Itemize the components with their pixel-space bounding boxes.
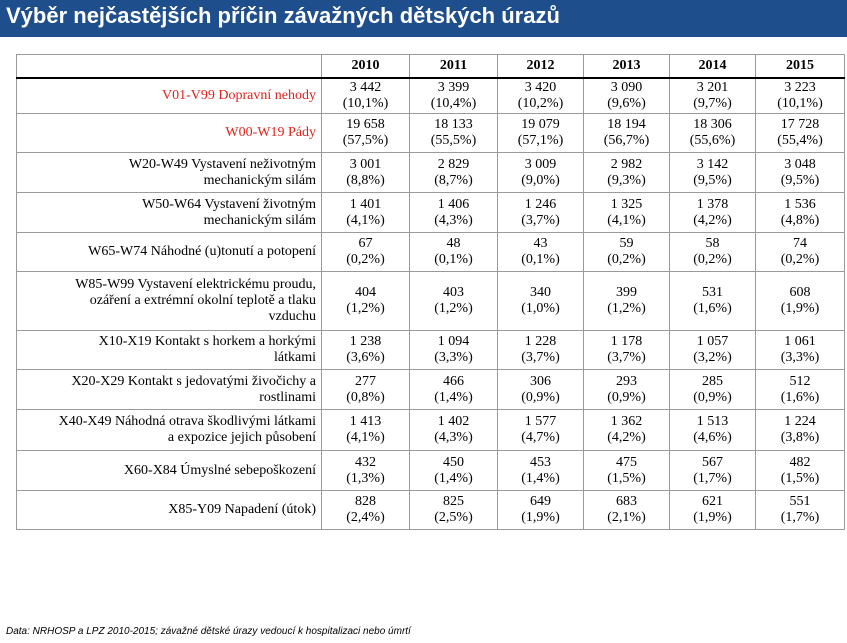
row-label (17, 114, 322, 153)
percent-value: (8,7%) (434, 172, 473, 188)
percent-value: (3,6%) (346, 350, 385, 365)
value-cell (322, 233, 410, 272)
count-value: 3 009 (524, 156, 557, 172)
value-cell (670, 233, 756, 272)
count-value: 17 728 (780, 117, 820, 132)
count-value: 48 (446, 236, 461, 251)
count-value: 58 (705, 236, 720, 251)
table-row (17, 370, 845, 410)
count-value: 432 (355, 454, 376, 470)
value-cell (584, 451, 670, 491)
count-value: 74 (793, 236, 807, 251)
percent-value: (3,3%) (780, 350, 820, 365)
injury-causes-table (16, 54, 845, 530)
percent-value: (55,6%) (689, 133, 736, 148)
table-row (17, 272, 845, 331)
count-value: 3 048 (784, 156, 816, 172)
value-cell (756, 193, 845, 233)
row-label (17, 451, 322, 491)
row-label (17, 233, 322, 272)
value-cell (410, 233, 498, 272)
value-cell (498, 114, 584, 153)
count-value: 1 536 (784, 196, 816, 212)
value-cell (756, 370, 845, 410)
percent-value: (9,3%) (607, 172, 646, 188)
percent-value: (9,5%) (780, 172, 820, 188)
count-value: 403 (443, 285, 464, 300)
value-cell (322, 272, 410, 331)
count-value: 567 (702, 454, 723, 470)
count-value: 1 238 (349, 334, 382, 349)
percent-value: (55,5%) (430, 133, 477, 148)
count-value: 3 442 (349, 80, 382, 95)
value-cell (410, 410, 498, 451)
table-row (17, 410, 845, 451)
row-label (17, 331, 322, 370)
value-cell (322, 491, 410, 530)
percent-value: (2,5%) (434, 510, 473, 525)
count-value: 18 306 (693, 117, 732, 132)
value-cell (670, 153, 756, 193)
value-cell (498, 370, 584, 410)
percent-value: (10,4%) (430, 96, 477, 111)
percent-value: (1,9%) (521, 510, 560, 525)
row-label-text: X60-X84 Úmyslné sebepoškození (123, 462, 316, 478)
count-value: 1 061 (784, 334, 816, 349)
percent-value: (1,4%) (434, 470, 473, 486)
count-value: 3 223 (784, 80, 816, 95)
value-cell (498, 491, 584, 530)
count-value: 475 (616, 454, 637, 470)
table-row (17, 451, 845, 491)
row-label (17, 410, 322, 451)
row-label (17, 272, 322, 331)
count-value: 3 420 (524, 80, 557, 95)
value-cell (584, 193, 670, 233)
table-row (17, 233, 845, 272)
percent-value: (0,8%) (346, 389, 385, 405)
value-cell (756, 451, 845, 491)
count-value: 3 142 (696, 156, 729, 172)
count-value: 828 (355, 494, 376, 509)
value-cell (498, 153, 584, 193)
count-value: 3 399 (437, 80, 470, 95)
value-cell (670, 410, 756, 451)
count-value: 1 057 (696, 334, 729, 349)
percent-value: (4,3%) (434, 430, 473, 445)
count-value: 3 090 (610, 80, 643, 95)
row-label-text: W50-W64 Vystavení životným mechanickým silám (142, 196, 316, 228)
row-label-text: W20-W49 Vystavení neživotným mechanickým silám (128, 156, 316, 188)
value-cell (498, 78, 584, 114)
value-cell (410, 114, 498, 153)
year-header: 2013 (584, 55, 670, 79)
value-cell (498, 193, 584, 233)
count-value: 453 (530, 454, 551, 470)
percent-value: (1,9%) (780, 301, 820, 316)
year-header: 2010 (322, 55, 410, 79)
count-value: 3 001 (349, 156, 382, 172)
count-value: 1 362 (610, 414, 643, 429)
table-row (17, 193, 845, 233)
count-value: 18 194 (607, 117, 646, 132)
percent-value: (55,4%) (777, 133, 823, 148)
count-value: 340 (530, 285, 551, 300)
count-value: 1 094 (437, 334, 470, 349)
source-note: Data: NRHOSP a LPZ 2010-2015; závažné dětské úrazy vedoucí k hospitalizaci nebo úmrtí (6, 626, 411, 637)
header-blank-cell (17, 55, 322, 79)
percent-value: (0,9%) (693, 389, 732, 405)
percent-value: (1,6%) (780, 389, 820, 405)
title-bar (0, 0, 847, 37)
percent-value: (3,2%) (693, 350, 732, 365)
value-cell (498, 233, 584, 272)
count-value: 825 (443, 494, 464, 509)
count-value: 1 325 (610, 196, 643, 212)
year-header: 2012 (498, 55, 584, 79)
count-value: 285 (702, 373, 723, 389)
percent-value: (0,2%) (607, 252, 646, 267)
table-row (17, 491, 845, 530)
percent-value: (56,7%) (603, 133, 650, 148)
percent-value: (2,1%) (607, 510, 646, 525)
percent-value: (0,9%) (607, 389, 646, 405)
percent-value: (4,8%) (780, 212, 820, 228)
count-value: 277 (355, 373, 376, 389)
percent-value: (0,2%) (346, 252, 385, 267)
percent-value: (1,5%) (780, 470, 820, 486)
percent-value: (10,1%) (342, 96, 389, 111)
value-cell (756, 410, 845, 451)
count-value: 399 (616, 285, 637, 300)
count-value: 293 (616, 373, 637, 389)
percent-value: (1,6%) (693, 301, 732, 316)
value-cell (410, 331, 498, 370)
count-value: 1 513 (696, 414, 729, 429)
percent-value: (57,1%) (517, 133, 564, 148)
row-label-text: W00-W19 Pády (225, 125, 316, 140)
value-cell (410, 272, 498, 331)
row-label-text: X20-X29 Kontakt s jedovatými živočichy a rostlinami (71, 373, 316, 405)
row-label-text: X10-X19 Kontakt s horkem a horkými látkami (98, 334, 316, 365)
percent-value: (4,1%) (607, 212, 646, 228)
value-cell (410, 78, 498, 114)
percent-value: (0,1%) (521, 252, 560, 267)
percent-value: (3,8%) (780, 430, 820, 445)
percent-value: (2,4%) (346, 510, 385, 525)
count-value: 306 (530, 373, 551, 389)
year-header: 2015 (756, 55, 845, 79)
count-value: 551 (789, 494, 811, 509)
value-cell (322, 78, 410, 114)
count-value: 512 (789, 373, 811, 389)
table-row (17, 78, 845, 114)
count-value: 621 (702, 494, 723, 509)
count-value: 43 (533, 236, 548, 251)
value-cell (322, 114, 410, 153)
value-cell (670, 370, 756, 410)
percent-value: (1,5%) (607, 470, 646, 486)
value-cell (498, 410, 584, 451)
count-value: 531 (702, 285, 723, 300)
value-cell (584, 272, 670, 331)
value-cell (670, 272, 756, 331)
value-cell (670, 451, 756, 491)
count-value: 649 (530, 494, 551, 509)
count-value: 683 (616, 494, 637, 509)
value-cell (410, 491, 498, 530)
value-cell (410, 193, 498, 233)
percent-value: (0,1%) (434, 252, 473, 267)
value-cell (322, 153, 410, 193)
value-cell (584, 114, 670, 153)
percent-value: (1,3%) (346, 470, 385, 486)
value-cell (498, 331, 584, 370)
percent-value: (4,1%) (346, 212, 385, 228)
count-value: 1 401 (349, 196, 382, 212)
row-label-text: V01-V99 Dopravní nehody (162, 88, 316, 103)
count-value: 482 (789, 454, 811, 470)
percent-value: (9,6%) (607, 96, 646, 111)
percent-value: (3,3%) (434, 350, 473, 365)
count-value: 1 178 (610, 334, 643, 349)
value-cell (756, 78, 845, 114)
count-value: 67 (358, 236, 373, 251)
table-row (17, 153, 845, 193)
count-value: 1 228 (524, 334, 557, 349)
value-cell (584, 491, 670, 530)
percent-value: (0,9%) (521, 389, 560, 405)
percent-value: (1,9%) (693, 510, 732, 525)
value-cell (670, 114, 756, 153)
value-cell (584, 370, 670, 410)
value-cell (670, 193, 756, 233)
row-label (17, 491, 322, 530)
percent-value: (8,8%) (346, 172, 385, 188)
percent-value: (1,7%) (693, 470, 732, 486)
percent-value: (1,2%) (434, 301, 473, 316)
percent-value: (9,0%) (521, 172, 560, 188)
table-header-row (17, 55, 845, 79)
value-cell (756, 272, 845, 331)
table-row (17, 114, 845, 153)
value-cell (322, 370, 410, 410)
percent-value: (10,1%) (777, 96, 823, 111)
value-cell (756, 114, 845, 153)
percent-value: (4,2%) (607, 430, 646, 445)
count-value: 1 402 (437, 414, 470, 429)
count-value: 2 829 (437, 156, 470, 172)
value-cell (498, 272, 584, 331)
year-header: 2014 (670, 55, 756, 79)
value-cell (498, 451, 584, 491)
value-cell (584, 78, 670, 114)
percent-value: (4,2%) (693, 212, 732, 228)
percent-value: (9,5%) (693, 172, 732, 188)
value-cell (322, 451, 410, 491)
count-value: 2 982 (610, 156, 643, 172)
page-title: Výběr nejčastějších příčin závažných dětských úrazů (6, 3, 560, 28)
percent-value: (1,4%) (434, 389, 473, 405)
value-cell (410, 153, 498, 193)
count-value: 1 406 (437, 196, 470, 212)
percent-value: (4,7%) (521, 430, 560, 445)
percent-value: (9,7%) (693, 96, 732, 111)
count-value: 1 224 (784, 414, 816, 429)
percent-value: (4,6%) (693, 430, 732, 445)
count-value: 18 133 (434, 117, 473, 132)
value-cell (584, 410, 670, 451)
percent-value: (10,2%) (517, 96, 564, 111)
count-value: 1 378 (696, 196, 729, 212)
count-value: 450 (443, 454, 464, 470)
count-value: 608 (789, 285, 811, 300)
count-value: 1 246 (524, 196, 557, 212)
percent-value: (3,7%) (521, 212, 560, 228)
row-label-text: X85-Y09 Napadení (útok) (168, 502, 316, 517)
value-cell (670, 491, 756, 530)
count-value: 404 (355, 285, 376, 300)
value-cell (322, 331, 410, 370)
row-label-text: W85-W99 Vystavení elektrickému proudu, ozáření a extrémní okolní teplotě a tlaku vzduchu (75, 277, 316, 324)
percent-value: (4,3%) (434, 212, 473, 228)
row-label (17, 78, 322, 114)
count-value: 1 413 (349, 414, 382, 429)
row-label (17, 193, 322, 233)
row-label (17, 153, 322, 193)
percent-value: (1,2%) (346, 301, 385, 316)
percent-value: (3,7%) (607, 350, 646, 365)
percent-value: (1,4%) (521, 470, 560, 486)
value-cell (756, 491, 845, 530)
percent-value: (4,1%) (346, 430, 385, 445)
value-cell (756, 233, 845, 272)
value-cell (756, 331, 845, 370)
percent-value: (3,7%) (521, 350, 560, 365)
value-cell (670, 78, 756, 114)
count-value: 19 658 (346, 117, 385, 132)
percent-value: (57,5%) (342, 133, 389, 148)
value-cell (756, 153, 845, 193)
count-value: 466 (443, 373, 464, 389)
row-label-text: X40-X49 Náhodná otrava škodlivými látkami a expozice jejich působení (58, 414, 316, 445)
value-cell (584, 153, 670, 193)
year-header: 2011 (410, 55, 498, 79)
percent-value: (1,7%) (780, 510, 820, 525)
count-value: 3 201 (696, 80, 729, 95)
value-cell (584, 233, 670, 272)
percent-value: (0,2%) (780, 252, 820, 267)
value-cell (322, 193, 410, 233)
row-label (17, 370, 322, 410)
value-cell (322, 410, 410, 451)
row-label-text: W65-W74 Náhodné (u)tonutí a potopení (88, 244, 316, 259)
count-value: 59 (619, 236, 634, 251)
percent-value: (0,2%) (693, 252, 732, 267)
count-value: 1 577 (524, 414, 557, 429)
count-value: 19 079 (521, 117, 560, 132)
value-cell (410, 451, 498, 491)
value-cell (584, 331, 670, 370)
value-cell (410, 370, 498, 410)
value-cell (670, 331, 756, 370)
percent-value: (1,0%) (521, 301, 560, 316)
table-row (17, 331, 845, 370)
percent-value: (1,2%) (607, 301, 646, 316)
